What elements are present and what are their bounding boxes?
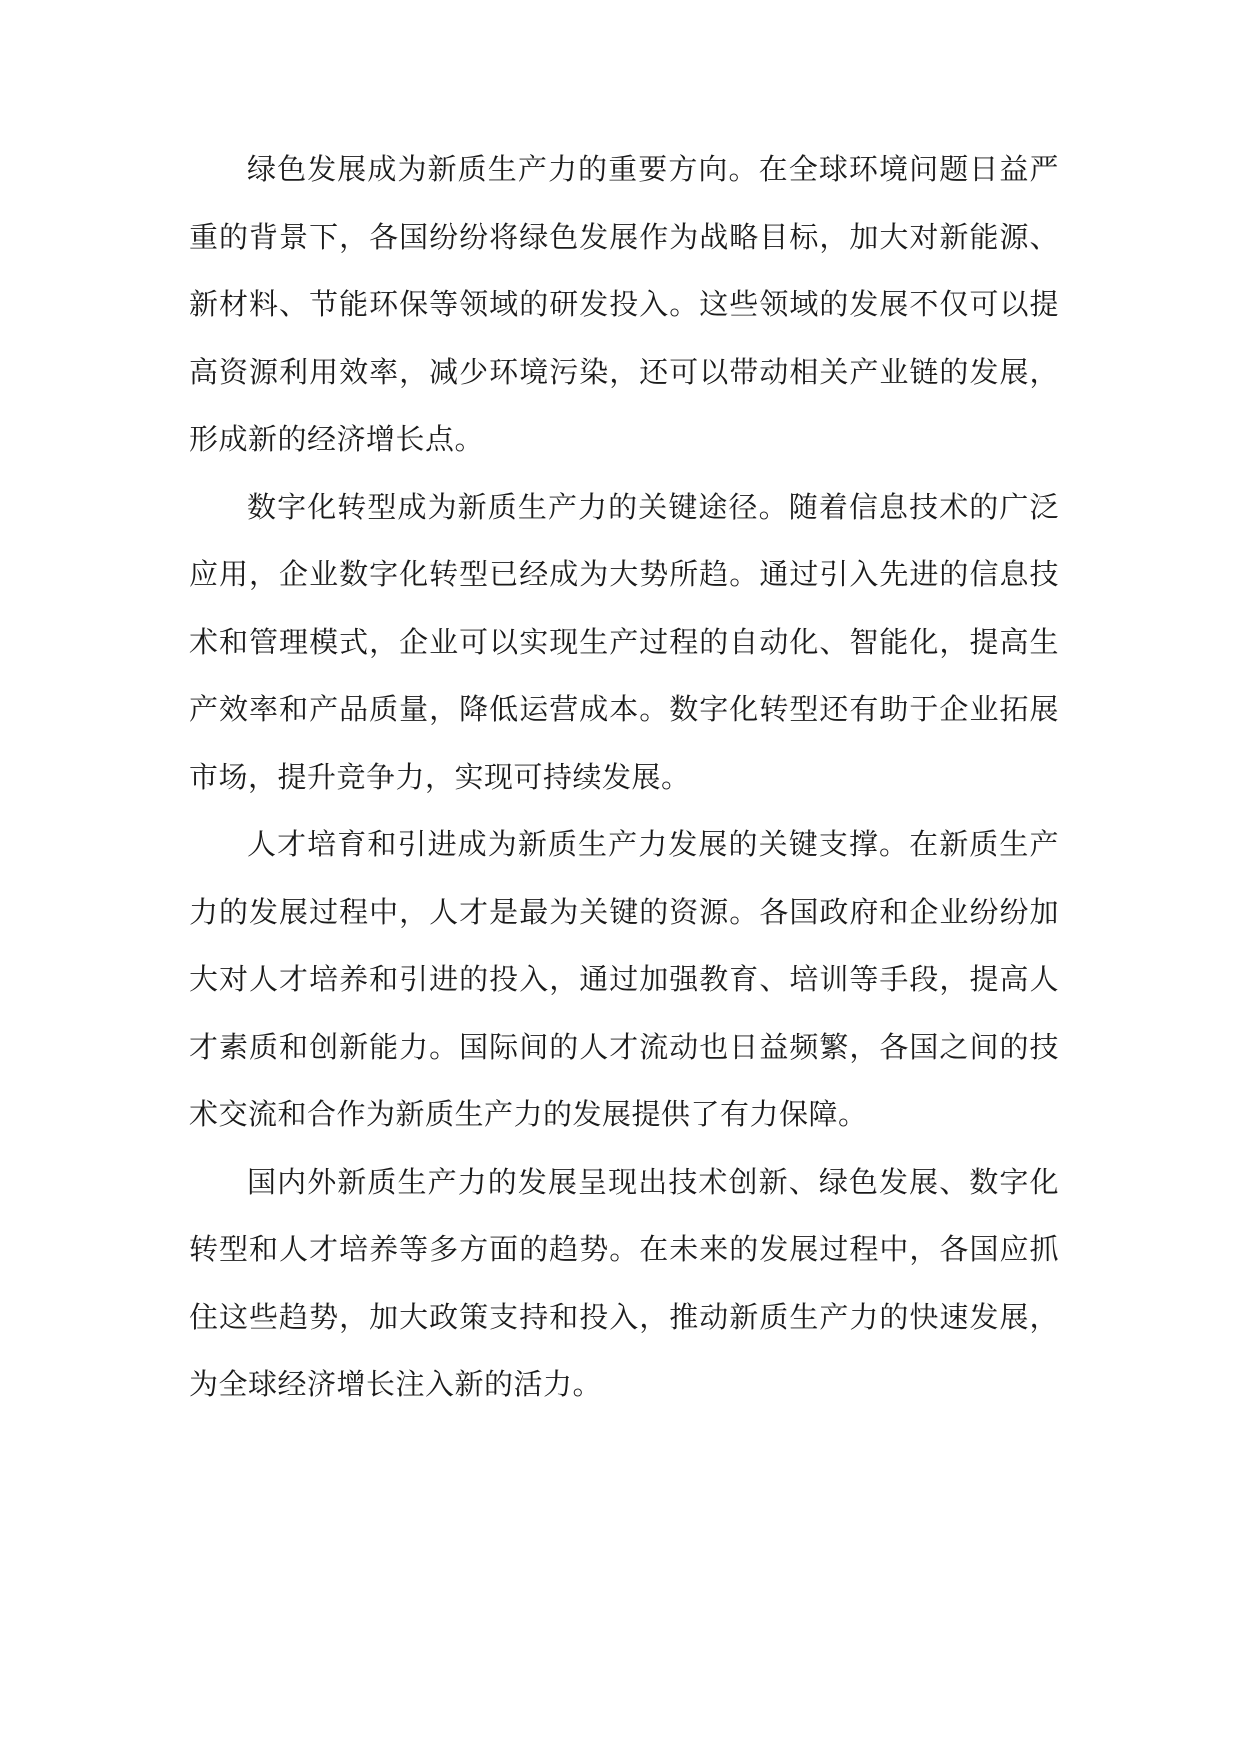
- paragraph-talent-cultivation: 人才培育和引进成为新质生产力发展的关键支撑。在新质生产力的发展过程中，人才是最为关键的资源。各国政府和企业纷纷加大对人才培养和引进的投入，通过加强教育、培训等手段，提高人才素质和创新能力。国际间的人才流动也日益频繁，各国之间的技术交流和合作为新质生产力的发展提供了有力保障。: [189, 827, 1059, 1131]
- paragraph-green-development: 绿色发展成为新质生产力的重要方向。在全球环境问题日益严重的背景下，各国纷纷将绿色发展作为战略目标，加大对新能源、新材料、节能环保等领域的研发投入。这些领域的发展不仅可以提高资源利用效率，减少环境污染，还可以带动相关产业链的发展，形成新的经济增长点。: [189, 152, 1059, 456]
- document-page: [189, 136, 1059, 1419]
- paragraph-conclusion: 国内外新质生产力的发展呈现出技术创新、绿色发展、数字化转型和人才培养等多方面的趋势。在未来的发展过程中，各国应抓住这些趋势，加大政策支持和投入，推动新质生产力的快速发展，为全球经济增长注入新的活力。: [189, 1164, 1059, 1401]
- paragraph-digital-transformation: 数字化转型成为新质生产力的关键途径。随着信息技术的广泛应用，企业数字化转型已经成为大势所趋。通过引入先进的信息技术和管理模式，企业可以实现生产过程的自动化、智能化，提高生产效率和产品质量，降低运营成本。数字化转型还有助于企业拓展市场，提升竞争力，实现可持续发展。: [189, 489, 1059, 794]
